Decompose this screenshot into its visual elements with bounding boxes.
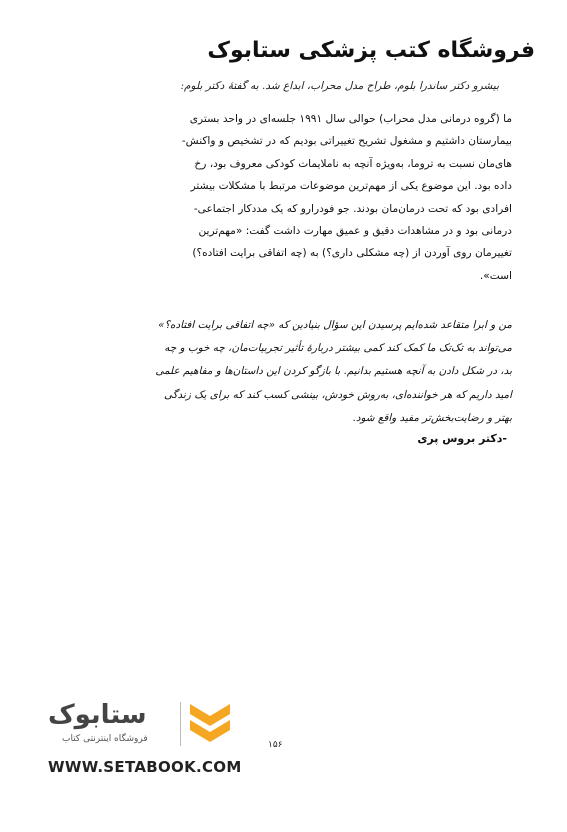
website-link[interactable]: WWW.SETABOOK.COM [48, 758, 242, 776]
paragraph-line: بد، در شکل دادن به آنچه هستیم بدانیم. با بازگو کردن این داستان‌ها و مفاهیم علمی [155, 365, 512, 378]
author-signature: -دکتر بروس پری [417, 432, 507, 445]
logo-wordmark: ستابوک [48, 700, 147, 730]
page-number: ۱۵۶ [268, 740, 283, 750]
page-header-title: فروشگاه کتب پزشکی ستابوک [207, 38, 535, 63]
paragraph-line: افرادی بود که تحت درمان‌مان بودند. جو فودرارو که یک مددکار اجتماعی- [193, 202, 512, 215]
paragraph-line: درمانی بود و در مشاهدات دقیق و عمیق مهارت داشت گفت: «مهم‌ترین [198, 225, 512, 238]
intro-quote-line: بیشرو دکتر ساندرا بلوم، طراح مدل محراب، ابداع شد. به گفتهٔ دکتر بلوم: [180, 80, 499, 92]
paragraph-line: می‌تواند به تک‌تک ما کمک کند کمی بیشتر دربارهٔ تأثیر تجربیات‌مان، چه خوب و چه [164, 342, 512, 355]
paragraph-line: بیمارستان داشتیم و مشغول تشریح تغییراتی بودیم که در تشخیص و واکنش‌- [181, 135, 512, 148]
paragraph-line: داده بود. این موضوع یکی از مهم‌ترین موضوعات مرتبط با مشکلات بیشتر [190, 180, 512, 193]
paragraph-line: های‌مان نسبت به تروما، به‌ویژه آنچه به ناملایمات کودکی معروف بود، رخ [194, 157, 512, 170]
paragraph-line: امید داریم که هر خواننده‌ای، به‌روش خودش، بینشی کسب کند که برای یک زندگی [163, 388, 512, 401]
paragraph-line: بهتر و رضایت‌بخش‌تر مفید واقع شود. [352, 411, 512, 424]
italic-paragraph [65, 314, 512, 430]
paragraph-line: است». [479, 269, 512, 282]
paragraph-line: من و ابرا متقاعد شده‌ایم پرسیدن این سؤال بنیادین که «چه اتفاقی برایت افتاده؟» [158, 319, 512, 331]
logo-subtitle: فروشگاه اینترنتی کتاب [62, 734, 148, 744]
paragraph-line: تغییرمان روی آوردن از (چه مشکلی داری؟) به (چه اتفاقی برایت افتاده؟) [192, 247, 512, 260]
logo-divider [180, 702, 181, 746]
main-paragraph [65, 108, 512, 287]
paragraph-line: ما (گروه درمانی مدل محراب) حوالی سال ۱۹۹۱ جلسه‌ای در واحد بستری [189, 113, 512, 125]
